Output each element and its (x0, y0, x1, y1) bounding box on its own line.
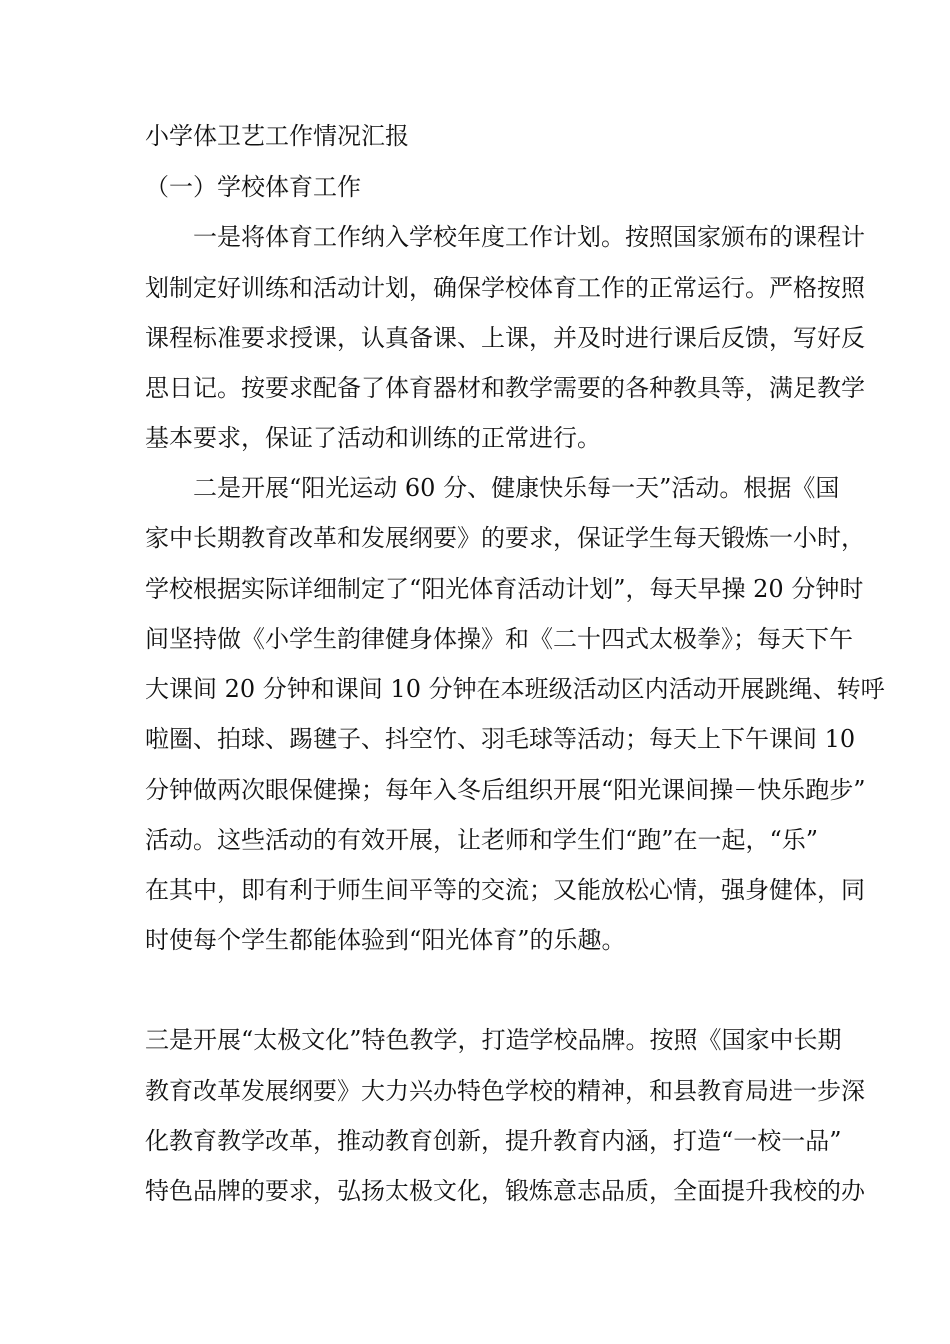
paragraph-line: 思日记。按要求配备了体育器材和教学需要的各种教具等，满足教学 (145, 374, 865, 402)
paragraph-line: 分钟做两次眼保健操；每年入冬后组织开展“阳光课间操－快乐跑步” (145, 776, 866, 804)
paragraph-line: 三是开展“太极文化”特色教学，打造学校品牌。按照《国家中长期 (145, 1026, 842, 1054)
paragraph-line: 课程标准要求授课，认真备课、上课，并及时进行课后反馈，写好反 (145, 324, 865, 352)
section-heading: （一）学校体育工作 (145, 173, 361, 201)
document-title: 小学体卫艺工作情况汇报 (145, 122, 409, 150)
paragraph-line: 基本要求，保证了活动和训练的正常进行。 (145, 424, 601, 452)
paragraph-line: 大课间 20 分钟和课间 10 分钟在本班级活动区内活动开展跳绳、转呼 (145, 675, 885, 703)
paragraph-line: 划制定好训练和活动计划，确保学校体育工作的正常运行。严格按照 (145, 274, 865, 302)
paragraph-line: 间坚持做《小学生韵律健身体操》和《二十四式太极拳》；每天下午 (145, 625, 853, 653)
paragraph-line: 时使每个学生都能体验到“阳光体育”的乐趣。 (145, 926, 626, 954)
paragraph-line: 啦圈、拍球、踢毽子、抖空竹、羽毛球等活动；每天上下午课间 10 (145, 725, 856, 753)
paragraph-line: 化教育教学改革，推动教育创新，提升教育内涵，打造“一校一品” (145, 1127, 842, 1155)
paragraph-line: 教育改革发展纲要》大力兴办特色学校的精神，和县教育局进一步深 (145, 1077, 865, 1105)
paragraph-line: 特色品牌的要求，弘扬太极文化，锻炼意志品质，全面提升我校的办 (145, 1177, 865, 1205)
paragraph-line: 二是开展“阳光运动 60 分、健康快乐每一天”活动。根据《国 (193, 474, 840, 502)
paragraph-line: 学校根据实际详细制定了“阳光体育活动计划”，每天早操 20 分钟时 (145, 575, 864, 603)
paragraph-line: 活动。这些活动的有效开展，让老师和学生们“跑”在一起，“乐” (145, 826, 819, 854)
paragraph-line: 一是将体育工作纳入学校年度工作计划。按照国家颁布的课程计 (193, 223, 865, 251)
paragraph-line: 在其中，即有利于师生间平等的交流；又能放松心情，强身健体，同 (145, 876, 865, 904)
paragraph-line: 家中长期教育改革和发展纲要》的要求，保证学生每天锻炼一小时， (145, 524, 865, 552)
